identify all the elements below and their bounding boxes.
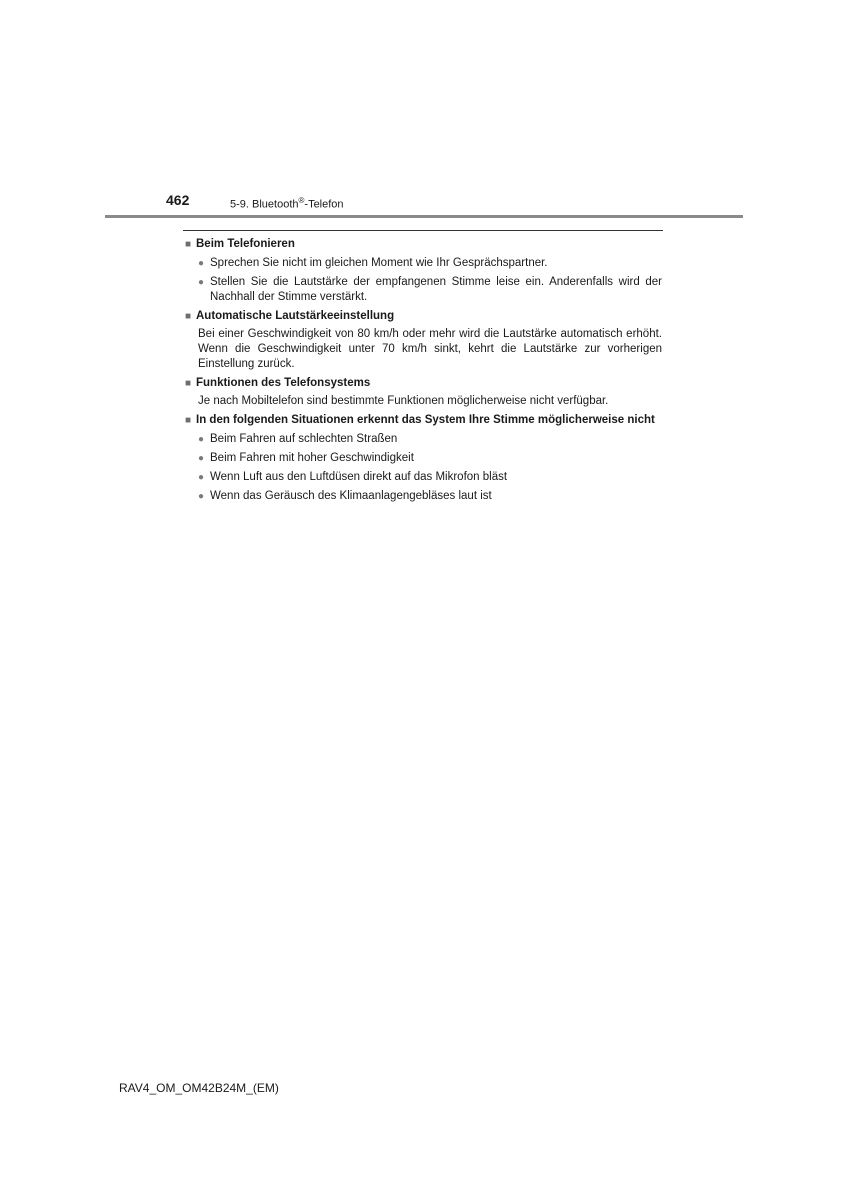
list-item-text: Wenn Luft aus den Luftdüsen direkt auf das Mikrofon bläst <box>210 471 508 483</box>
list-item <box>198 432 662 447</box>
section-paragraph: Je nach Mobiltelefon sind bestimmte Funktionen möglicherweise nicht verfügbar. <box>198 395 609 407</box>
registered-mark: ® <box>298 196 305 205</box>
list-item <box>198 451 662 466</box>
list-item-text: Stellen Sie die Lautstärke der empfangenen Stimme leise ein. Anderenfalls wird der Nachhall der Stimme verstärkt. <box>210 276 662 303</box>
list-item-text: Beim Fahren auf schlechten Straßen <box>210 433 398 445</box>
circle-bullet-icon: ● <box>198 258 205 269</box>
circle-bullet-icon: ● <box>198 491 205 502</box>
section-heading <box>185 413 662 428</box>
chapter-prefix: 5-9. Bluetooth <box>230 198 299 211</box>
square-bullet-icon: ■ <box>185 415 192 426</box>
list-item-text: Beim Fahren mit hoher Geschwindigkeit <box>210 452 414 464</box>
square-bullet-icon: ■ <box>185 239 192 250</box>
section-funktionen-telefonsystem <box>185 376 662 409</box>
section-spracherkennung <box>185 413 662 504</box>
list-item <box>198 489 662 504</box>
circle-bullet-icon: ● <box>198 472 205 483</box>
list-item <box>198 256 662 271</box>
circle-bullet-icon: ● <box>198 277 205 288</box>
section-heading <box>185 237 662 252</box>
chapter-title <box>230 196 344 211</box>
section-paragraph: Bei einer Geschwindigkeit von 80 km/h oder mehr wird die Lautstärke automatisch erhöht. Wenn die Geschwindigkeit unter 70 km/h sinkt, kehrt die Lautstärke zur vorherigen Einstellung zurück. <box>198 328 662 370</box>
section-heading-text: In den folgenden Situationen erkennt das System Ihre Stimme möglicherweise nicht <box>196 414 655 426</box>
circle-bullet-icon: ● <box>198 453 205 464</box>
section-heading-text: Funktionen des Telefonsystems <box>196 377 371 389</box>
list-item-text: Sprechen Sie nicht im gleichen Moment wie Ihr Gesprächspartner. <box>210 257 548 269</box>
list-item <box>198 275 662 305</box>
section-heading-text: Automatische Lautstärkeeinstellung <box>196 310 395 322</box>
section-heading <box>185 376 662 391</box>
page-content <box>185 237 662 508</box>
section-rule <box>183 230 663 231</box>
square-bullet-icon: ■ <box>185 378 192 389</box>
page-number: 462 <box>166 192 190 208</box>
section-beim-telefonieren <box>185 237 662 305</box>
footer-document-code: RAV4_OM_OM42B24M_(EM) <box>119 1081 279 1095</box>
section-heading <box>185 309 662 324</box>
list-item <box>198 470 662 485</box>
list-item-text: Wenn das Geräusch des Klimaanlagengebläses laut ist <box>210 490 492 502</box>
header-rule <box>105 215 743 218</box>
square-bullet-icon: ■ <box>185 311 192 322</box>
section-automatische-lautstaerkeeinstellung <box>185 309 662 372</box>
section-heading-text: Beim Telefonieren <box>196 238 295 250</box>
chapter-suffix: -Telefon <box>304 198 344 211</box>
circle-bullet-icon: ● <box>198 434 205 445</box>
